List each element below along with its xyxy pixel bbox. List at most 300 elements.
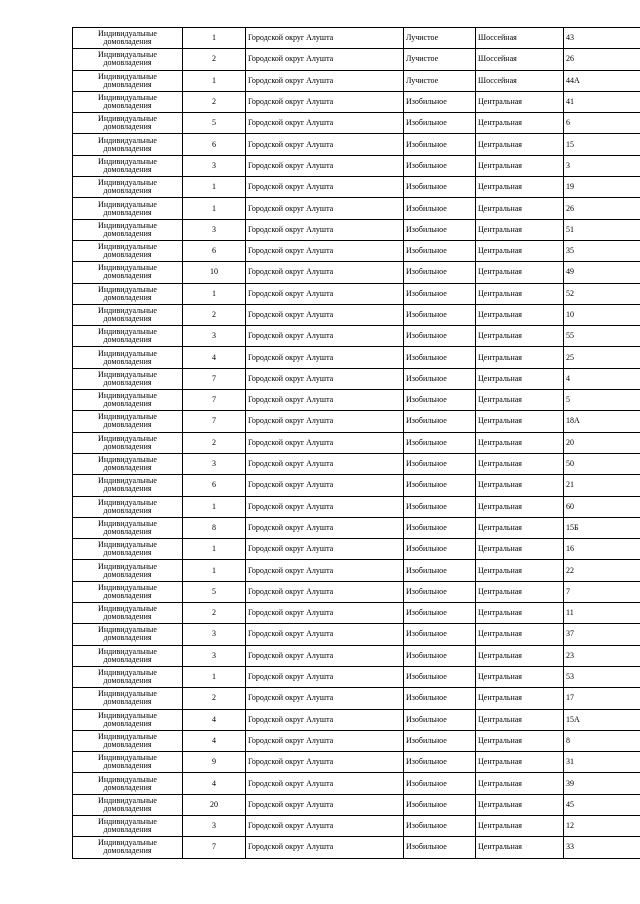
cell-village: Лучистое <box>404 70 476 91</box>
cell-house-number: 26 <box>564 49 640 70</box>
cell-count: 1 <box>183 666 246 687</box>
table-row <box>73 794 640 815</box>
building-type-line1: Индивидуальные <box>98 29 157 39</box>
cell-village: Изобильное <box>404 496 476 517</box>
building-type-line1: Индивидуальные <box>98 242 157 252</box>
cell-district: Городской округ Алушта <box>246 91 404 112</box>
building-type-line2: домовладения <box>103 782 152 792</box>
cell-building-type <box>73 262 183 283</box>
cell-street: Центральная <box>476 134 564 155</box>
cell-district: Городской округ Алушта <box>246 432 404 453</box>
cell-count: 9 <box>183 752 246 773</box>
cell-street: Центральная <box>476 603 564 624</box>
cell-count: 1 <box>183 70 246 91</box>
table-row <box>73 177 640 198</box>
building-type-line1: Индивидуальные <box>98 220 157 230</box>
cell-house-number: 39 <box>564 773 640 794</box>
cell-house-number: 60 <box>564 496 640 517</box>
cell-building-type <box>73 432 183 453</box>
building-type-line2: домовладения <box>103 526 152 536</box>
building-type-line1: Индивидуальные <box>98 518 157 528</box>
cell-count: 1 <box>183 496 246 517</box>
table-row <box>73 539 640 560</box>
cell-building-type <box>73 730 183 751</box>
cell-count: 7 <box>183 368 246 389</box>
cell-building-type <box>73 475 183 496</box>
cell-district: Городской округ Алушта <box>246 49 404 70</box>
building-type-line2: домовладения <box>103 58 152 68</box>
cell-district: Городской округ Алушта <box>246 581 404 602</box>
cell-village: Изобильное <box>404 134 476 155</box>
cell-house-number: 19 <box>564 177 640 198</box>
building-type-line2: домовладения <box>103 590 152 600</box>
table-row <box>73 283 640 304</box>
building-type-line1: Индивидуальные <box>98 369 157 379</box>
cell-building-type <box>73 155 183 176</box>
cell-house-number: 12 <box>564 815 640 836</box>
cell-count: 20 <box>183 794 246 815</box>
cell-village: Изобильное <box>404 815 476 836</box>
table-row <box>73 581 640 602</box>
table-row <box>73 496 640 517</box>
building-type-line1: Индивидуальные <box>98 753 157 763</box>
table-row <box>73 411 640 432</box>
cell-building-type <box>73 219 183 240</box>
cell-building-type <box>73 453 183 474</box>
cell-district: Городской округ Алушта <box>246 603 404 624</box>
cell-district: Городской округ Алушта <box>246 304 404 325</box>
cell-street: Центральная <box>476 581 564 602</box>
cell-house-number: 33 <box>564 837 640 858</box>
building-type-line1: Индивидуальные <box>98 774 157 784</box>
building-type-line2: домовладения <box>103 825 152 835</box>
cell-building-type <box>73 837 183 858</box>
building-type-line2: домовладения <box>103 484 152 494</box>
cell-village: Изобильное <box>404 539 476 560</box>
cell-village: Изобильное <box>404 347 476 368</box>
building-type-line1: Индивидуальные <box>98 795 157 805</box>
table-row <box>73 773 640 794</box>
table-row <box>73 113 640 134</box>
cell-count: 1 <box>183 560 246 581</box>
building-type-line2: домовладения <box>103 335 152 345</box>
table-row <box>73 837 640 858</box>
cell-village: Изобильное <box>404 390 476 411</box>
cell-building-type <box>73 326 183 347</box>
cell-house-number: 6 <box>564 113 640 134</box>
table-row <box>73 155 640 176</box>
table-row <box>73 262 640 283</box>
building-type-line2: домовладения <box>103 122 152 132</box>
building-type-line2: домовладения <box>103 101 152 111</box>
cell-street: Центральная <box>476 496 564 517</box>
cell-village: Изобильное <box>404 603 476 624</box>
cell-count: 6 <box>183 240 246 261</box>
building-type-line1: Индивидуальные <box>98 476 157 486</box>
table-row <box>73 70 640 91</box>
cell-street: Шоссейная <box>476 49 564 70</box>
cell-district: Городской округ Алушта <box>246 262 404 283</box>
cell-district: Городской округ Алушта <box>246 688 404 709</box>
table-row <box>73 49 640 70</box>
cell-house-number: 31 <box>564 752 640 773</box>
building-type-line1: Индивидуальные <box>98 199 157 209</box>
building-type-line2: домовладения <box>103 739 152 749</box>
cell-district: Городской округ Алушта <box>246 411 404 432</box>
building-type-line1: Индивидуальные <box>98 646 157 656</box>
cell-house-number: 37 <box>564 624 640 645</box>
cell-street: Центральная <box>476 283 564 304</box>
cell-street: Центральная <box>476 177 564 198</box>
building-type-line1: Индивидуальные <box>98 625 157 635</box>
cell-building-type <box>73 411 183 432</box>
cell-house-number: 52 <box>564 283 640 304</box>
cell-house-number: 8 <box>564 730 640 751</box>
cell-count: 4 <box>183 773 246 794</box>
cell-street: Центральная <box>476 837 564 858</box>
cell-district: Городской округ Алушта <box>246 730 404 751</box>
cell-building-type <box>73 752 183 773</box>
cell-count: 1 <box>183 539 246 560</box>
cell-district: Городской округ Алушта <box>246 198 404 219</box>
cell-street: Центральная <box>476 368 564 389</box>
cell-house-number: 10 <box>564 304 640 325</box>
cell-count: 6 <box>183 134 246 155</box>
building-type-line2: домовладения <box>103 228 152 238</box>
cell-count: 1 <box>183 177 246 198</box>
cell-street: Центральная <box>476 113 564 134</box>
cell-district: Городской округ Алушта <box>246 517 404 538</box>
building-type-line1: Индивидуальные <box>98 71 157 81</box>
cell-building-type <box>73 70 183 91</box>
cell-street: Центральная <box>476 198 564 219</box>
building-type-line1: Индивидуальные <box>98 114 157 124</box>
building-type-line2: домовладения <box>103 377 152 387</box>
cell-district: Городской округ Алушта <box>246 134 404 155</box>
building-type-line2: домовладения <box>103 250 152 260</box>
cell-building-type <box>73 49 183 70</box>
cell-street: Центральная <box>476 815 564 836</box>
cell-count: 2 <box>183 603 246 624</box>
cell-district: Городской округ Алушта <box>246 752 404 773</box>
cell-village: Изобильное <box>404 198 476 219</box>
building-type-line1: Индивидуальные <box>98 306 157 315</box>
building-type-line2: домовладения <box>103 314 152 323</box>
cell-building-type <box>73 91 183 112</box>
cell-district: Городской округ Алушта <box>246 794 404 815</box>
cell-street: Центральная <box>476 155 564 176</box>
cell-village: Лучистое <box>404 49 476 70</box>
cell-district: Городской округ Алушта <box>246 177 404 198</box>
cell-house-number: 22 <box>564 560 640 581</box>
cell-street: Центральная <box>476 730 564 751</box>
building-type-line2: домовладения <box>103 569 152 579</box>
cell-house-number: 41 <box>564 91 640 112</box>
table-row <box>73 560 640 581</box>
cell-village: Изобильное <box>404 688 476 709</box>
cell-house-number: 7 <box>564 581 640 602</box>
cell-street: Центральная <box>476 752 564 773</box>
building-type-line1: Индивидуальные <box>98 731 157 741</box>
building-type-line1: Индивидуальные <box>98 93 157 103</box>
cell-district: Городской округ Алушта <box>246 283 404 304</box>
cell-street: Центральная <box>476 432 564 453</box>
cell-count: 3 <box>183 326 246 347</box>
cell-house-number: 53 <box>564 666 640 687</box>
cell-house-number: 35 <box>564 240 640 261</box>
building-type-line2: домовладения <box>103 356 152 366</box>
table-row <box>73 304 640 325</box>
cell-village: Изобильное <box>404 113 476 134</box>
cell-village: Изобильное <box>404 624 476 645</box>
cell-village: Изобильное <box>404 773 476 794</box>
cell-village: Изобильное <box>404 411 476 432</box>
cell-street: Центральная <box>476 560 564 581</box>
building-type-line1: Индивидуальные <box>98 668 157 678</box>
cell-street: Центральная <box>476 390 564 411</box>
building-type-line2: домовладения <box>103 292 152 302</box>
cell-house-number: 25 <box>564 347 640 368</box>
cell-count: 7 <box>183 837 246 858</box>
table-row <box>73 432 640 453</box>
cell-count: 5 <box>183 581 246 602</box>
cell-count: 3 <box>183 219 246 240</box>
cell-building-type <box>73 709 183 730</box>
building-type-line2: домовладения <box>103 612 152 622</box>
building-type-line1: Индивидуальные <box>98 582 157 592</box>
cell-count: 4 <box>183 730 246 751</box>
building-type-line2: домовладения <box>103 548 152 558</box>
cell-house-number: 49 <box>564 262 640 283</box>
cell-building-type <box>73 134 183 155</box>
cell-building-type <box>73 815 183 836</box>
building-type-line2: домовладения <box>103 846 152 856</box>
cell-house-number: 15 <box>564 134 640 155</box>
cell-house-number: 26 <box>564 198 640 219</box>
building-type-line1: Индивидуальные <box>98 412 157 422</box>
cell-building-type <box>73 581 183 602</box>
cell-village: Изобильное <box>404 581 476 602</box>
cell-street: Центральная <box>476 219 564 240</box>
building-type-line1: Индивидуальные <box>98 348 157 358</box>
cell-district: Городской округ Алушта <box>246 219 404 240</box>
cell-village: Изобильное <box>404 752 476 773</box>
cell-village: Изобильное <box>404 645 476 666</box>
cell-count: 4 <box>183 347 246 368</box>
cell-street: Центральная <box>476 304 564 325</box>
building-type-line2: домовладения <box>103 505 152 515</box>
cell-village: Изобильное <box>404 368 476 389</box>
table-row <box>73 475 640 496</box>
table-row <box>73 752 640 773</box>
cell-count: 1 <box>183 198 246 219</box>
cell-street: Центральная <box>476 517 564 538</box>
cell-village: Изобильное <box>404 91 476 112</box>
cell-building-type <box>73 177 183 198</box>
cell-house-number: 51 <box>564 219 640 240</box>
cell-count: 8 <box>183 517 246 538</box>
cell-district: Городской округ Алушта <box>246 155 404 176</box>
cell-building-type <box>73 28 183 49</box>
table-row <box>73 603 640 624</box>
cell-building-type <box>73 517 183 538</box>
building-type-line1: Индивидуальные <box>98 135 157 145</box>
cell-house-number: 3 <box>564 155 640 176</box>
cell-house-number: 15А <box>564 709 640 730</box>
building-type-line1: Индивидуальные <box>98 284 157 294</box>
cell-count: 2 <box>183 304 246 325</box>
cell-district: Городской округ Алушта <box>246 368 404 389</box>
building-type-line1: Индивидуальные <box>98 710 157 720</box>
building-type-line1: Индивидуальные <box>98 178 157 188</box>
cell-building-type <box>73 347 183 368</box>
cell-house-number: 16 <box>564 539 640 560</box>
cell-building-type <box>73 603 183 624</box>
cell-building-type <box>73 113 183 134</box>
cell-village: Изобильное <box>404 475 476 496</box>
building-type-line1: Индивидуальные <box>98 497 157 507</box>
building-type-line2: домовладения <box>103 143 152 153</box>
cell-count: 6 <box>183 475 246 496</box>
cell-building-type <box>73 539 183 560</box>
table-row <box>73 688 640 709</box>
cell-street: Центральная <box>476 91 564 112</box>
cell-building-type <box>73 794 183 815</box>
cell-count: 10 <box>183 262 246 283</box>
cell-village: Изобильное <box>404 666 476 687</box>
cell-district: Городской округ Алушта <box>246 475 404 496</box>
building-type-line2: домовладения <box>103 718 152 728</box>
cell-building-type <box>73 560 183 581</box>
cell-house-number: 44А <box>564 70 640 91</box>
cell-count: 2 <box>183 49 246 70</box>
cell-building-type <box>73 198 183 219</box>
cell-village: Изобильное <box>404 730 476 751</box>
cell-district: Городской округ Алушта <box>246 624 404 645</box>
cell-count: 3 <box>183 815 246 836</box>
cell-district: Городской округ Алушта <box>246 709 404 730</box>
cell-building-type <box>73 666 183 687</box>
cell-street: Центральная <box>476 411 564 432</box>
cell-village: Изобильное <box>404 304 476 325</box>
building-type-line2: домовладения <box>103 761 152 771</box>
cell-building-type <box>73 368 183 389</box>
cell-street: Центральная <box>476 666 564 687</box>
table-row <box>73 219 640 240</box>
table-row <box>73 453 640 474</box>
cell-street: Центральная <box>476 347 564 368</box>
building-type-line1: Индивидуальные <box>98 817 157 827</box>
building-type-line1: Индивидуальные <box>98 156 157 166</box>
table-row <box>73 624 640 645</box>
table-row <box>73 815 640 836</box>
cell-street: Центральная <box>476 326 564 347</box>
cell-count: 3 <box>183 453 246 474</box>
table-row <box>73 709 640 730</box>
cell-house-number: 50 <box>564 453 640 474</box>
cell-street: Центральная <box>476 773 564 794</box>
building-type-line2: домовладения <box>103 463 152 473</box>
cell-village: Изобильное <box>404 432 476 453</box>
cell-count: 7 <box>183 411 246 432</box>
cell-district: Городской округ Алушта <box>246 645 404 666</box>
cell-house-number: 23 <box>564 645 640 666</box>
cell-district: Городской округ Алушта <box>246 347 404 368</box>
cell-district: Городской округ Алушта <box>246 390 404 411</box>
cell-count: 4 <box>183 709 246 730</box>
building-type-line2: домовладения <box>103 207 152 217</box>
cell-village: Изобильное <box>404 240 476 261</box>
cell-village: Изобильное <box>404 219 476 240</box>
cell-street: Центральная <box>476 539 564 560</box>
cell-count: 1 <box>183 283 246 304</box>
table-row <box>73 390 640 411</box>
cell-house-number: 43 <box>564 28 640 49</box>
table-row <box>73 326 640 347</box>
table-row <box>73 666 640 687</box>
building-type-line2: домовладения <box>103 803 152 813</box>
cell-street: Центральная <box>476 624 564 645</box>
table-row <box>73 517 640 538</box>
cell-street: Центральная <box>476 688 564 709</box>
cell-street: Шоссейная <box>476 70 564 91</box>
building-type-line1: Индивидуальные <box>98 263 157 273</box>
building-type-line2: домовладения <box>103 37 152 47</box>
cell-village: Изобильное <box>404 560 476 581</box>
building-type-line2: домовладения <box>103 420 152 430</box>
cell-building-type <box>73 283 183 304</box>
cell-district: Городской округ Алушта <box>246 113 404 134</box>
cell-building-type <box>73 624 183 645</box>
building-type-line1: Индивидуальные <box>98 838 157 848</box>
building-type-line1: Индивидуальные <box>98 604 157 614</box>
cell-count: 7 <box>183 390 246 411</box>
building-type-line1: Индивидуальные <box>98 327 157 337</box>
cell-house-number: 55 <box>564 326 640 347</box>
table-row <box>73 134 640 155</box>
table-body <box>73 28 640 859</box>
cell-village: Изобильное <box>404 517 476 538</box>
cell-village: Изобильное <box>404 155 476 176</box>
cell-street: Центральная <box>476 645 564 666</box>
cell-building-type <box>73 304 183 325</box>
cell-building-type <box>73 496 183 517</box>
cell-house-number: 4 <box>564 368 640 389</box>
cell-house-number: 15Б <box>564 517 640 538</box>
housing-table <box>72 27 640 859</box>
cell-village: Изобильное <box>404 453 476 474</box>
building-type-line2: домовладения <box>103 271 152 281</box>
cell-street: Центральная <box>476 475 564 496</box>
cell-district: Городской округ Алушта <box>246 70 404 91</box>
cell-building-type <box>73 390 183 411</box>
cell-district: Городской округ Алушта <box>246 560 404 581</box>
building-type-line2: домовладения <box>103 633 152 643</box>
cell-house-number: 17 <box>564 688 640 709</box>
cell-district: Городской округ Алушта <box>246 815 404 836</box>
cell-street: Центральная <box>476 794 564 815</box>
building-type-line2: домовладения <box>103 697 152 707</box>
cell-street: Шоссейная <box>476 28 564 49</box>
cell-house-number: 11 <box>564 603 640 624</box>
cell-count: 2 <box>183 91 246 112</box>
cell-district: Городской округ Алушта <box>246 28 404 49</box>
building-type-line2: домовладения <box>103 654 152 664</box>
building-type-line2: домовладения <box>103 676 152 686</box>
cell-district: Городской округ Алушта <box>246 539 404 560</box>
cell-count: 1 <box>183 28 246 49</box>
table-row <box>73 198 640 219</box>
